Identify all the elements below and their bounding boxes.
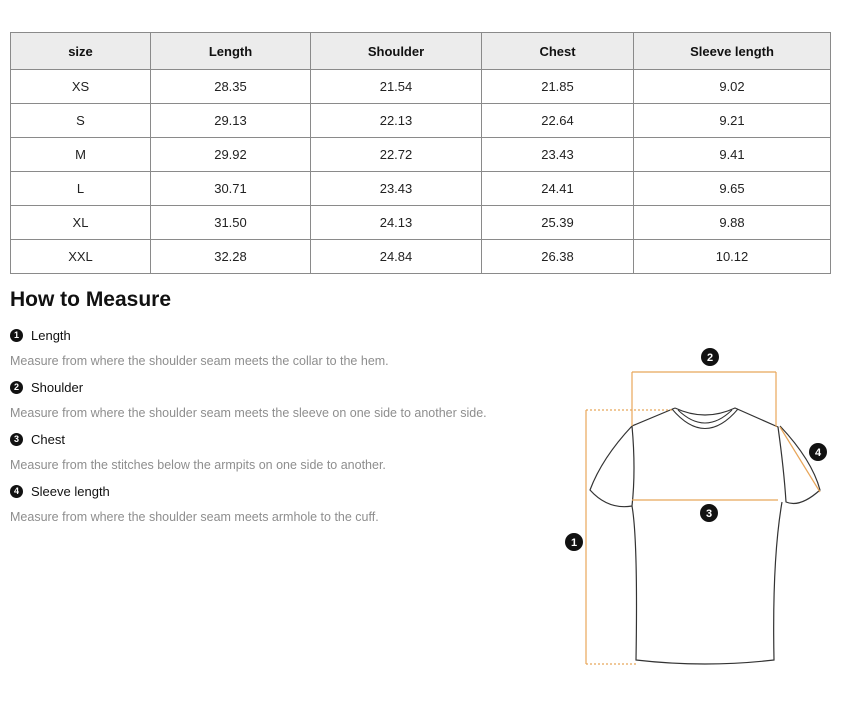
cell-sleeve: 9.02 — [634, 70, 831, 104]
measure-item-length — [10, 325, 550, 377]
marker-4-icon — [809, 443, 827, 461]
cell-chest: 24.41 — [482, 172, 634, 206]
tshirt-measurement-diagram — [560, 330, 840, 690]
tshirt-collar-icon — [672, 409, 738, 429]
cell-shoulder: 24.84 — [311, 240, 482, 274]
cell-sleeve: 10.12 — [634, 240, 831, 274]
col-header-chest: Chest — [482, 33, 634, 70]
size-chart-table — [10, 32, 831, 274]
cell-sleeve: 9.41 — [634, 138, 831, 172]
table-row — [11, 206, 831, 240]
table-row — [11, 70, 831, 104]
cell-sleeve: 9.21 — [634, 104, 831, 138]
cell-shoulder: 23.43 — [311, 172, 482, 206]
cell-size: XXL — [11, 240, 151, 274]
measure-description: Measure from where the shoulder seam meets the sleeve on one side to another side. — [10, 406, 487, 420]
marker-1-icon — [565, 533, 583, 551]
col-header-shoulder: Shoulder — [311, 33, 482, 70]
measure-description: Measure from where the shoulder seam meets armhole to the cuff. — [10, 510, 379, 524]
cell-chest: 21.85 — [482, 70, 634, 104]
cell-chest: 25.39 — [482, 206, 634, 240]
cell-size: L — [11, 172, 151, 206]
measure-item-sleeve — [10, 481, 550, 533]
measure-label: Sleeve length — [31, 483, 110, 499]
measure-instructions — [10, 325, 550, 533]
svg-text:4: 4 — [814, 447, 822, 459]
measure-item-chest — [10, 429, 550, 481]
table-row — [11, 172, 831, 206]
cell-size: M — [11, 138, 151, 172]
measure-label: Shoulder — [31, 379, 84, 395]
cell-length: 30.71 — [151, 172, 311, 206]
cell-length: 32.28 — [151, 240, 311, 274]
col-header-length: Length — [151, 33, 311, 70]
cell-shoulder: 22.13 — [311, 104, 482, 138]
cell-length: 29.92 — [151, 138, 311, 172]
marker-2-icon — [701, 348, 719, 366]
cell-chest: 23.43 — [482, 138, 634, 172]
cell-sleeve: 9.88 — [634, 206, 831, 240]
marker-3-icon — [700, 504, 718, 522]
cell-size: S — [11, 104, 151, 138]
cell-chest: 26.38 — [482, 240, 634, 274]
measure-label: Chest — [31, 431, 65, 447]
table-header-row — [11, 33, 831, 70]
measure-description: Measure from the stitches below the armpits on one side to another. — [10, 458, 386, 472]
number-badge-icon: 3 — [10, 433, 23, 446]
table-row — [11, 138, 831, 172]
cell-sleeve: 9.65 — [634, 172, 831, 206]
cell-shoulder: 24.13 — [311, 206, 482, 240]
svg-text:2: 2 — [706, 352, 714, 364]
table-row — [11, 104, 831, 138]
col-header-size: size — [11, 33, 151, 70]
svg-text:1: 1 — [570, 537, 578, 549]
cell-shoulder: 21.54 — [311, 70, 482, 104]
cell-size: XL — [11, 206, 151, 240]
cell-length: 29.13 — [151, 104, 311, 138]
number-badge-icon: 4 — [10, 485, 23, 498]
cell-shoulder: 22.72 — [311, 138, 482, 172]
tshirt-outline-icon — [590, 408, 820, 664]
col-header-sleeve: Sleeve length — [634, 33, 831, 70]
table-row — [11, 240, 831, 274]
measure-item-shoulder — [10, 377, 550, 429]
cell-length: 28.35 — [151, 70, 311, 104]
measure-description: Measure from where the shoulder seam meets the collar to the hem. — [10, 354, 389, 368]
number-badge-icon: 1 — [10, 329, 23, 342]
number-badge-icon: 2 — [10, 381, 23, 394]
svg-text:3: 3 — [705, 508, 713, 520]
cell-length: 31.50 — [151, 206, 311, 240]
cell-size: XS — [11, 70, 151, 104]
measure-label: Length — [31, 327, 71, 343]
how-to-measure-title: How to Measure — [10, 288, 172, 311]
cell-chest: 22.64 — [482, 104, 634, 138]
